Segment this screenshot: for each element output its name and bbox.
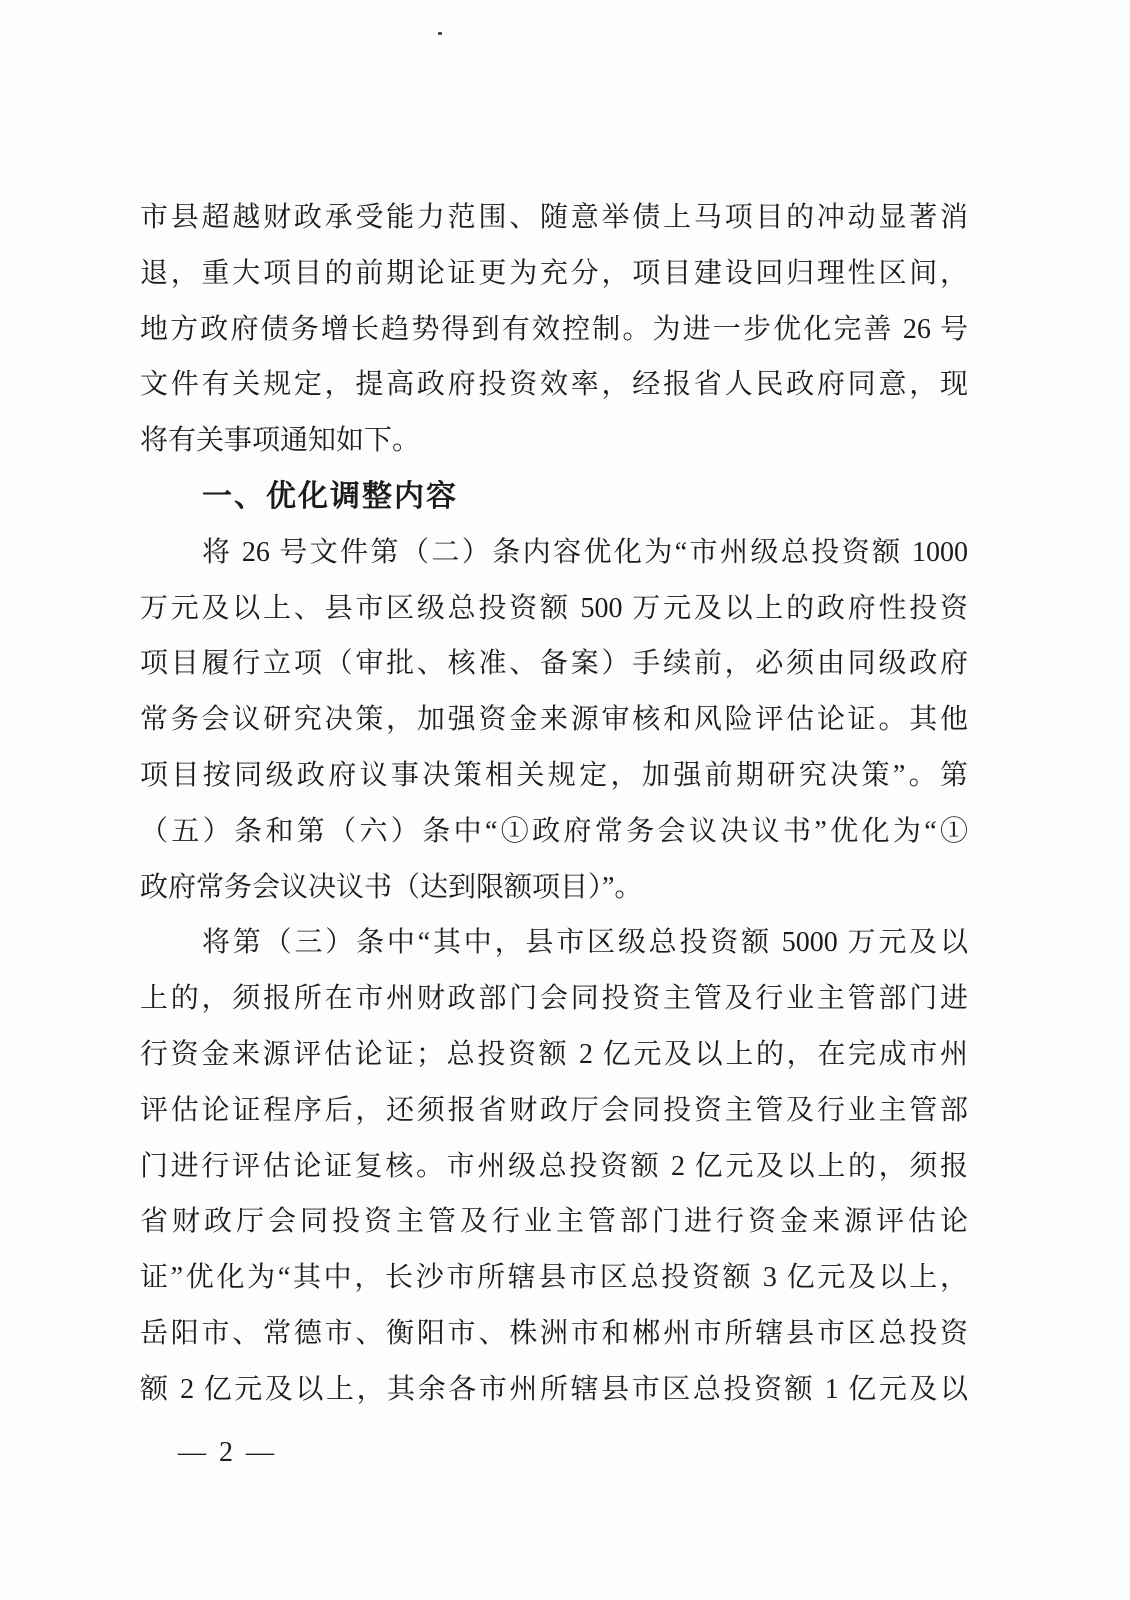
text-line: 市县超越财政承受能力范围、随意举债上马项目的冲动显著消 [140, 202, 968, 233]
text-line: 省财政厅会同投资主管及行业主管部门进行资金来源评估论 [140, 1206, 968, 1238]
text-line: 行资金来源评估论证；总投资额 2 亿元及以上的，在完成市州 [140, 1038, 968, 1070]
text-line: 上的，须报所在市州财政部门会同投资主管及行业主管部门进 [140, 983, 968, 1015]
text-line: 万元及以上、县市区级总投资额 500 万元及以上的政府性投资 [140, 592, 968, 624]
text-line: 评估论证程序后，还须报省财政厅会同投资主管及行业主管部 [140, 1094, 968, 1126]
text-line: 项目按同级政府议事决策相关规定，加强前期研究决策”。第 [140, 759, 968, 791]
text-line: （五）条和第（六）条中“①政府常务会议决议书”优化为“① [140, 815, 968, 847]
text-line: 文件有关规定，提高政府投资效率，经报省人民政府同意，现 [140, 369, 968, 401]
text-line: 岳阳市、常德市、衡阳市、株洲市和郴州市所辖县市区总投资 [140, 1317, 968, 1349]
text-line: 政府常务会议决议书（达到限额项目）”。 [140, 871, 643, 903]
text-line: 常务会议研究决策，加强资金来源审核和风险评估论证。其他 [140, 704, 968, 736]
text-line: 退，重大项目的前期论证更为充分，项目建设回归理性区间， [140, 257, 968, 289]
text-line: 证”优化为“其中，长沙市所辖县市区总投资额 3 亿元及以上， [140, 1262, 968, 1294]
scan-speck [438, 32, 442, 35]
section-heading: 一、优化调整内容 [202, 479, 458, 513]
text-line: 将第（三）条中“其中，县市区级总投资额 5000 万元及以 [202, 927, 968, 959]
text-line: 将 26 号文件第（二）条内容优化为“市州级总投资额 1000 [202, 536, 968, 568]
text-block [140, 190, 968, 1418]
text-line: 额 2 亿元及以上，其余各市州所辖县市区总投资额 1 亿元及以 [140, 1373, 968, 1405]
text-line: 项目履行立项（审批、核准、备案）手续前，必须由同级政府 [140, 648, 968, 680]
text-line: 地方政府债务增长趋势得到有效控制。为进一步优化完善 26 号 [140, 313, 968, 345]
text-line: 将有关事项通知如下。 [140, 425, 421, 457]
page-number: — 2 — [178, 1437, 277, 1468]
text-line: 门进行评估论证复核。市州级总投资额 2 亿元及以上的，须报 [140, 1150, 968, 1182]
